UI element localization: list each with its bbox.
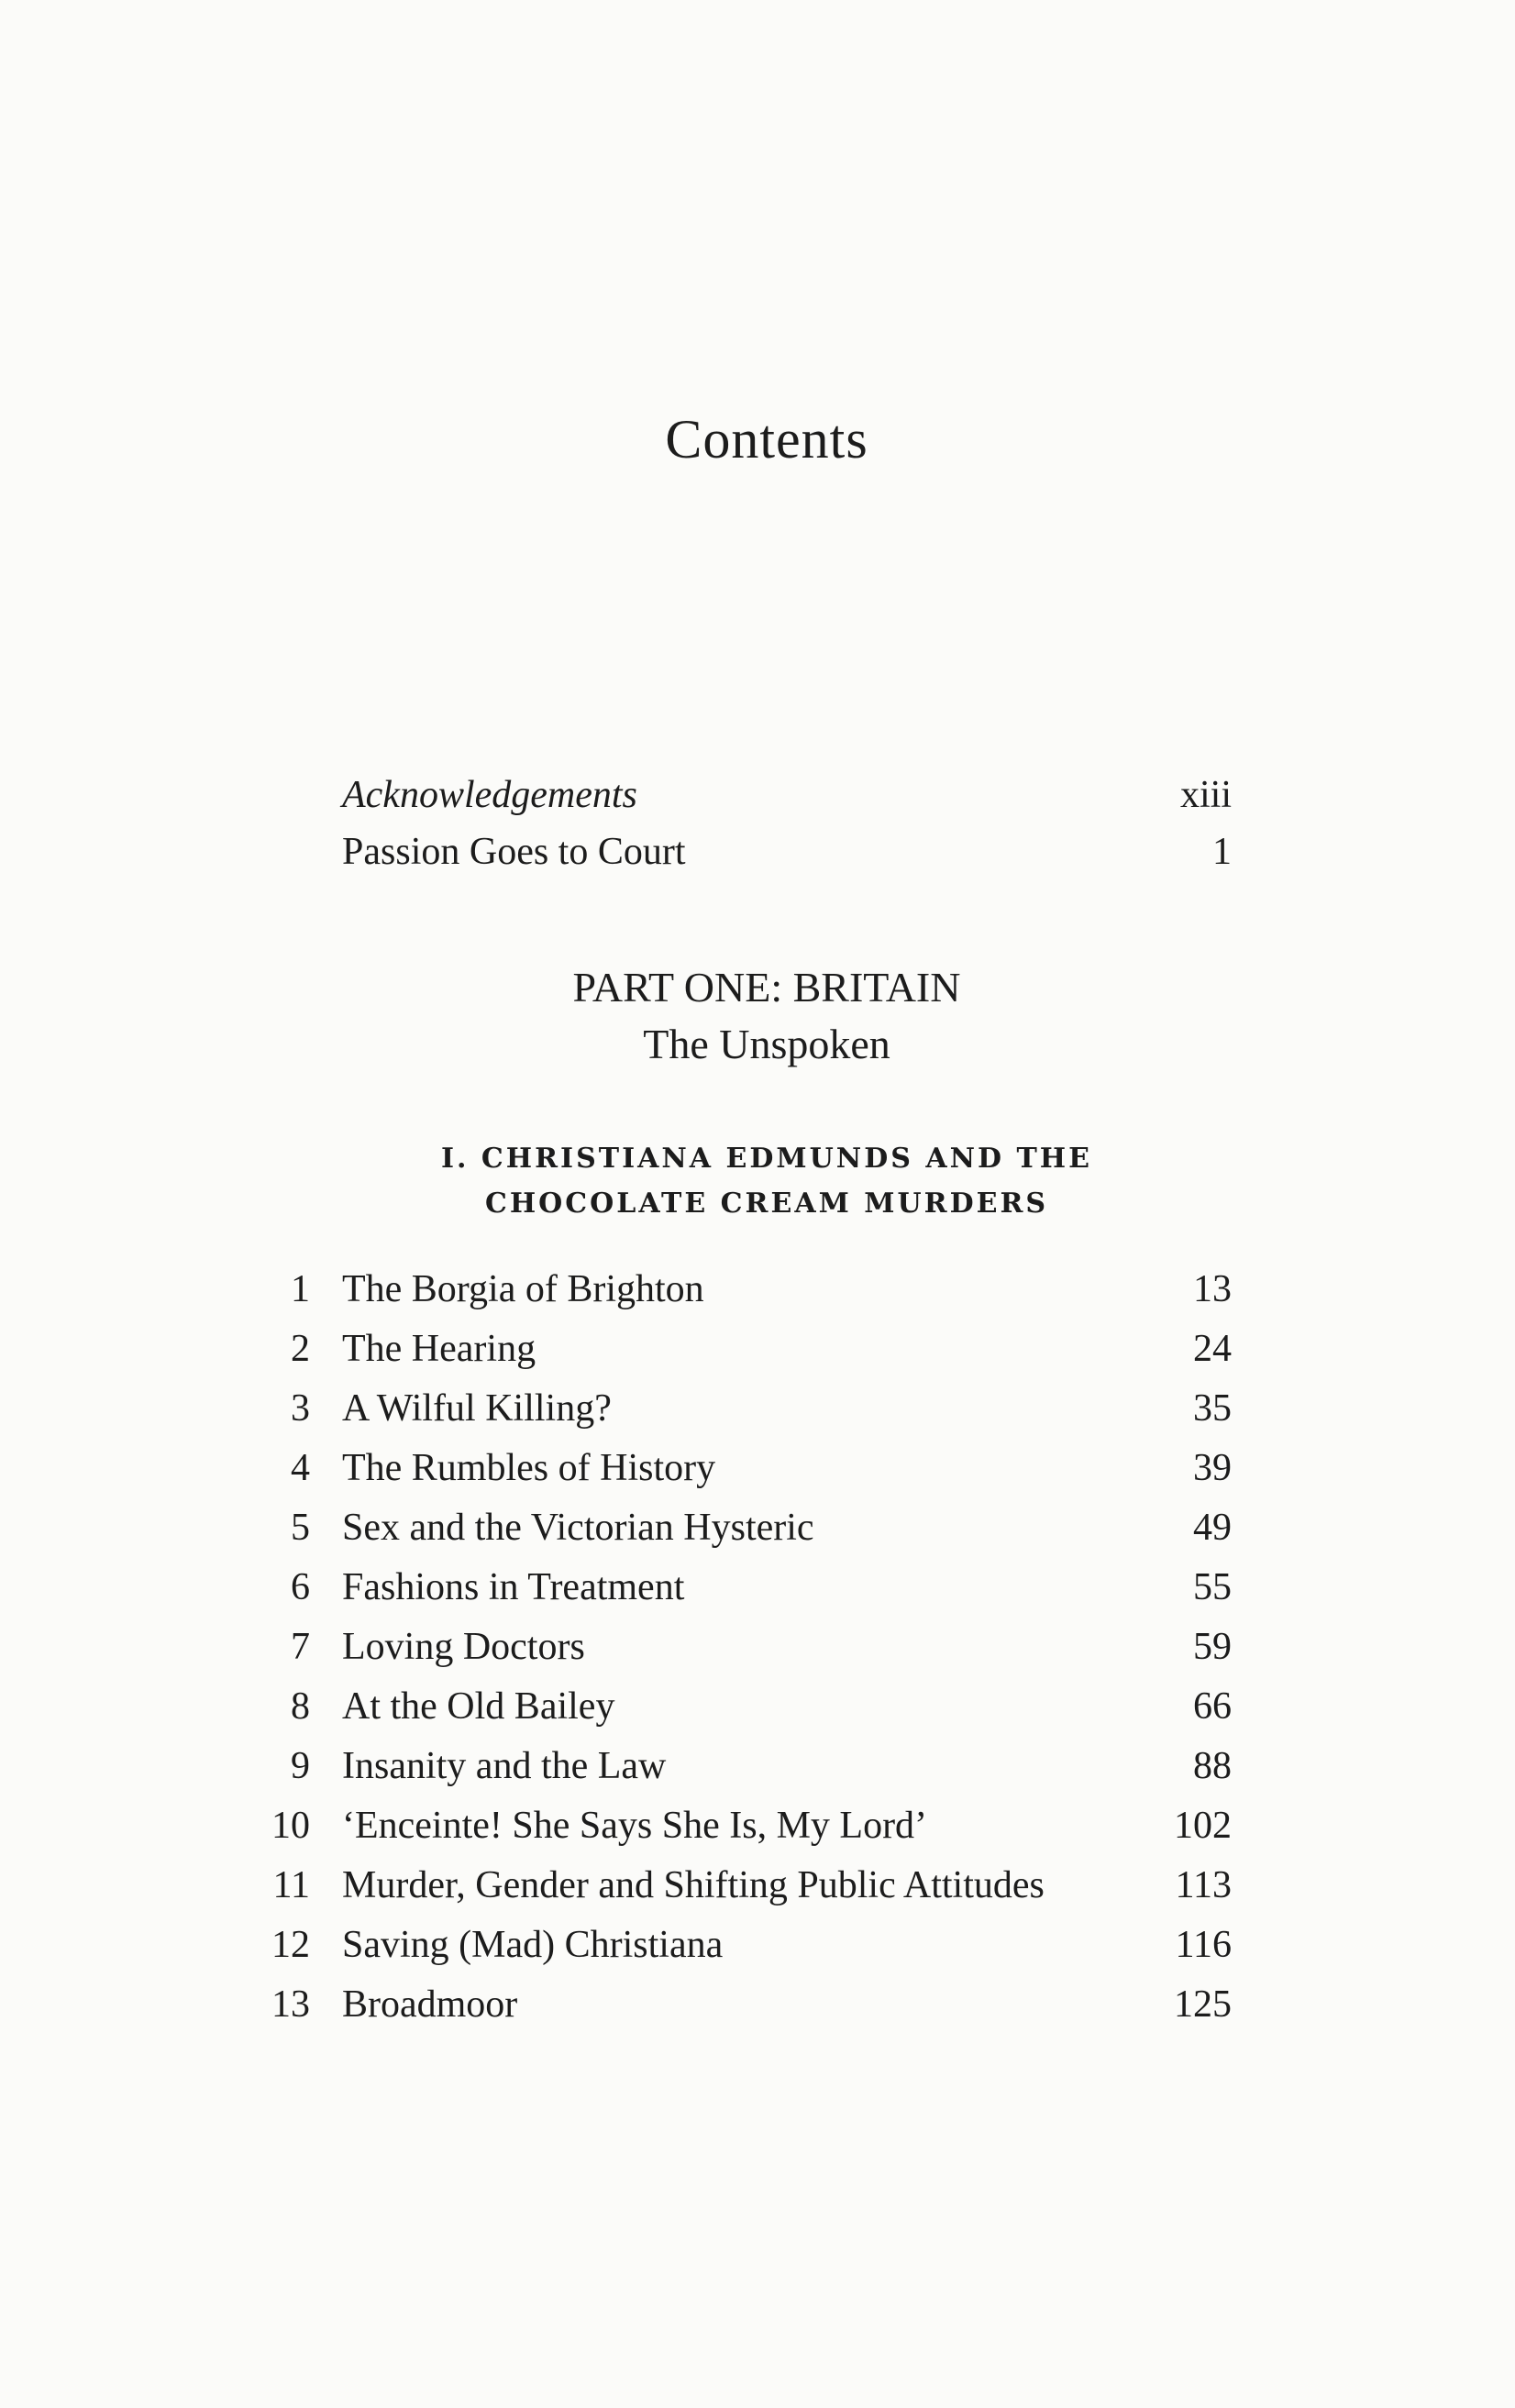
chapter-page: 125 — [1174, 1983, 1232, 2026]
chapter-title: A Wilful Killing? — [342, 1387, 612, 1430]
chapter-title: The Rumbles of History — [342, 1447, 716, 1489]
page-title: Contents — [665, 409, 868, 469]
chapter-entry[interactable] — [257, 1565, 1232, 1625]
chapter-entry[interactable] — [257, 1386, 1232, 1446]
chapter-title: Loving Doctors — [342, 1626, 585, 1668]
chapter-entry[interactable] — [257, 1327, 1232, 1386]
chapter-list — [257, 1267, 1232, 2042]
part-subheading: The Unspoken — [643, 1021, 890, 1067]
chapter-page: 88 — [1193, 1745, 1232, 1787]
chapter-number: 6 — [291, 1566, 310, 1608]
chapter-number: 4 — [291, 1447, 310, 1489]
chapter-entry[interactable] — [257, 1506, 1232, 1565]
chapter-title: Murder, Gender and Shifting Public Attitudes — [342, 1864, 1045, 1906]
chapter-entry[interactable] — [257, 1684, 1232, 1744]
chapter-entry[interactable] — [257, 1863, 1232, 1923]
chapter-number: 10 — [271, 1805, 310, 1847]
chapter-entry[interactable] — [257, 1804, 1232, 1863]
chapter-number: 13 — [271, 1983, 310, 2026]
chapter-page: 59 — [1193, 1626, 1232, 1668]
chapter-number: 1 — [291, 1268, 310, 1310]
chapter-title: The Hearing — [342, 1328, 536, 1370]
chapter-page: 13 — [1193, 1268, 1232, 1310]
chapter-entry[interactable] — [257, 1983, 1232, 2042]
chapter-entry[interactable] — [257, 1446, 1232, 1506]
chapter-number: 11 — [272, 1864, 310, 1906]
chapter-entry[interactable] — [257, 1625, 1232, 1684]
chapter-number: 9 — [291, 1745, 310, 1787]
chapter-page: 35 — [1193, 1387, 1232, 1430]
chapter-entry[interactable] — [257, 1923, 1232, 1983]
chapter-number: 8 — [291, 1685, 310, 1728]
chapter-page: 24 — [1193, 1328, 1232, 1370]
chapter-page: 102 — [1174, 1805, 1232, 1847]
section-heading-line-1: I. CHRISTIANA EDMUNDS AND THE — [440, 1143, 1093, 1175]
toc-entry-acknowledgements[interactable] — [342, 773, 1232, 828]
chapter-number: 3 — [291, 1387, 310, 1430]
chapter-title: ‘Enceinte! She Says She Is, My Lord’ — [342, 1805, 928, 1847]
chapter-title: Sex and the Victorian Hysteric — [342, 1507, 814, 1549]
toc-entry-page: 1 — [1212, 831, 1232, 873]
chapter-title: The Borgia of Brighton — [342, 1268, 704, 1310]
chapter-page: 113 — [1175, 1864, 1232, 1906]
chapter-page: 55 — [1193, 1566, 1232, 1608]
chapter-title: Saving (Mad) Christiana — [342, 1924, 724, 1966]
chapter-page: 39 — [1193, 1447, 1232, 1489]
chapter-page: 66 — [1193, 1685, 1232, 1728]
toc-entry-title: Passion Goes to Court — [342, 831, 686, 873]
chapter-page: 116 — [1175, 1924, 1232, 1966]
chapter-number: 12 — [271, 1924, 310, 1966]
toc-entry-passion-goes-to-court[interactable] — [342, 830, 1232, 885]
chapter-number: 7 — [291, 1626, 310, 1668]
chapter-title: Fashions in Treatment — [342, 1566, 685, 1608]
part-heading: PART ONE: BRITAIN — [572, 964, 961, 1011]
chapter-title: At the Old Bailey — [342, 1685, 615, 1728]
chapter-entry[interactable] — [257, 1744, 1232, 1804]
toc-entry-page: xiii — [1179, 774, 1232, 816]
chapter-title: Broadmoor — [342, 1983, 518, 2026]
chapter-number: 2 — [291, 1328, 310, 1370]
chapter-page: 49 — [1193, 1507, 1232, 1549]
section-heading-line-2: CHOCOLATE CREAM MURDERS — [484, 1187, 1049, 1220]
chapter-number: 5 — [291, 1507, 310, 1549]
toc-entry-title: Acknowledgements — [342, 774, 637, 816]
chapter-title: Insanity and the Law — [342, 1745, 667, 1787]
chapter-entry[interactable] — [257, 1267, 1232, 1327]
